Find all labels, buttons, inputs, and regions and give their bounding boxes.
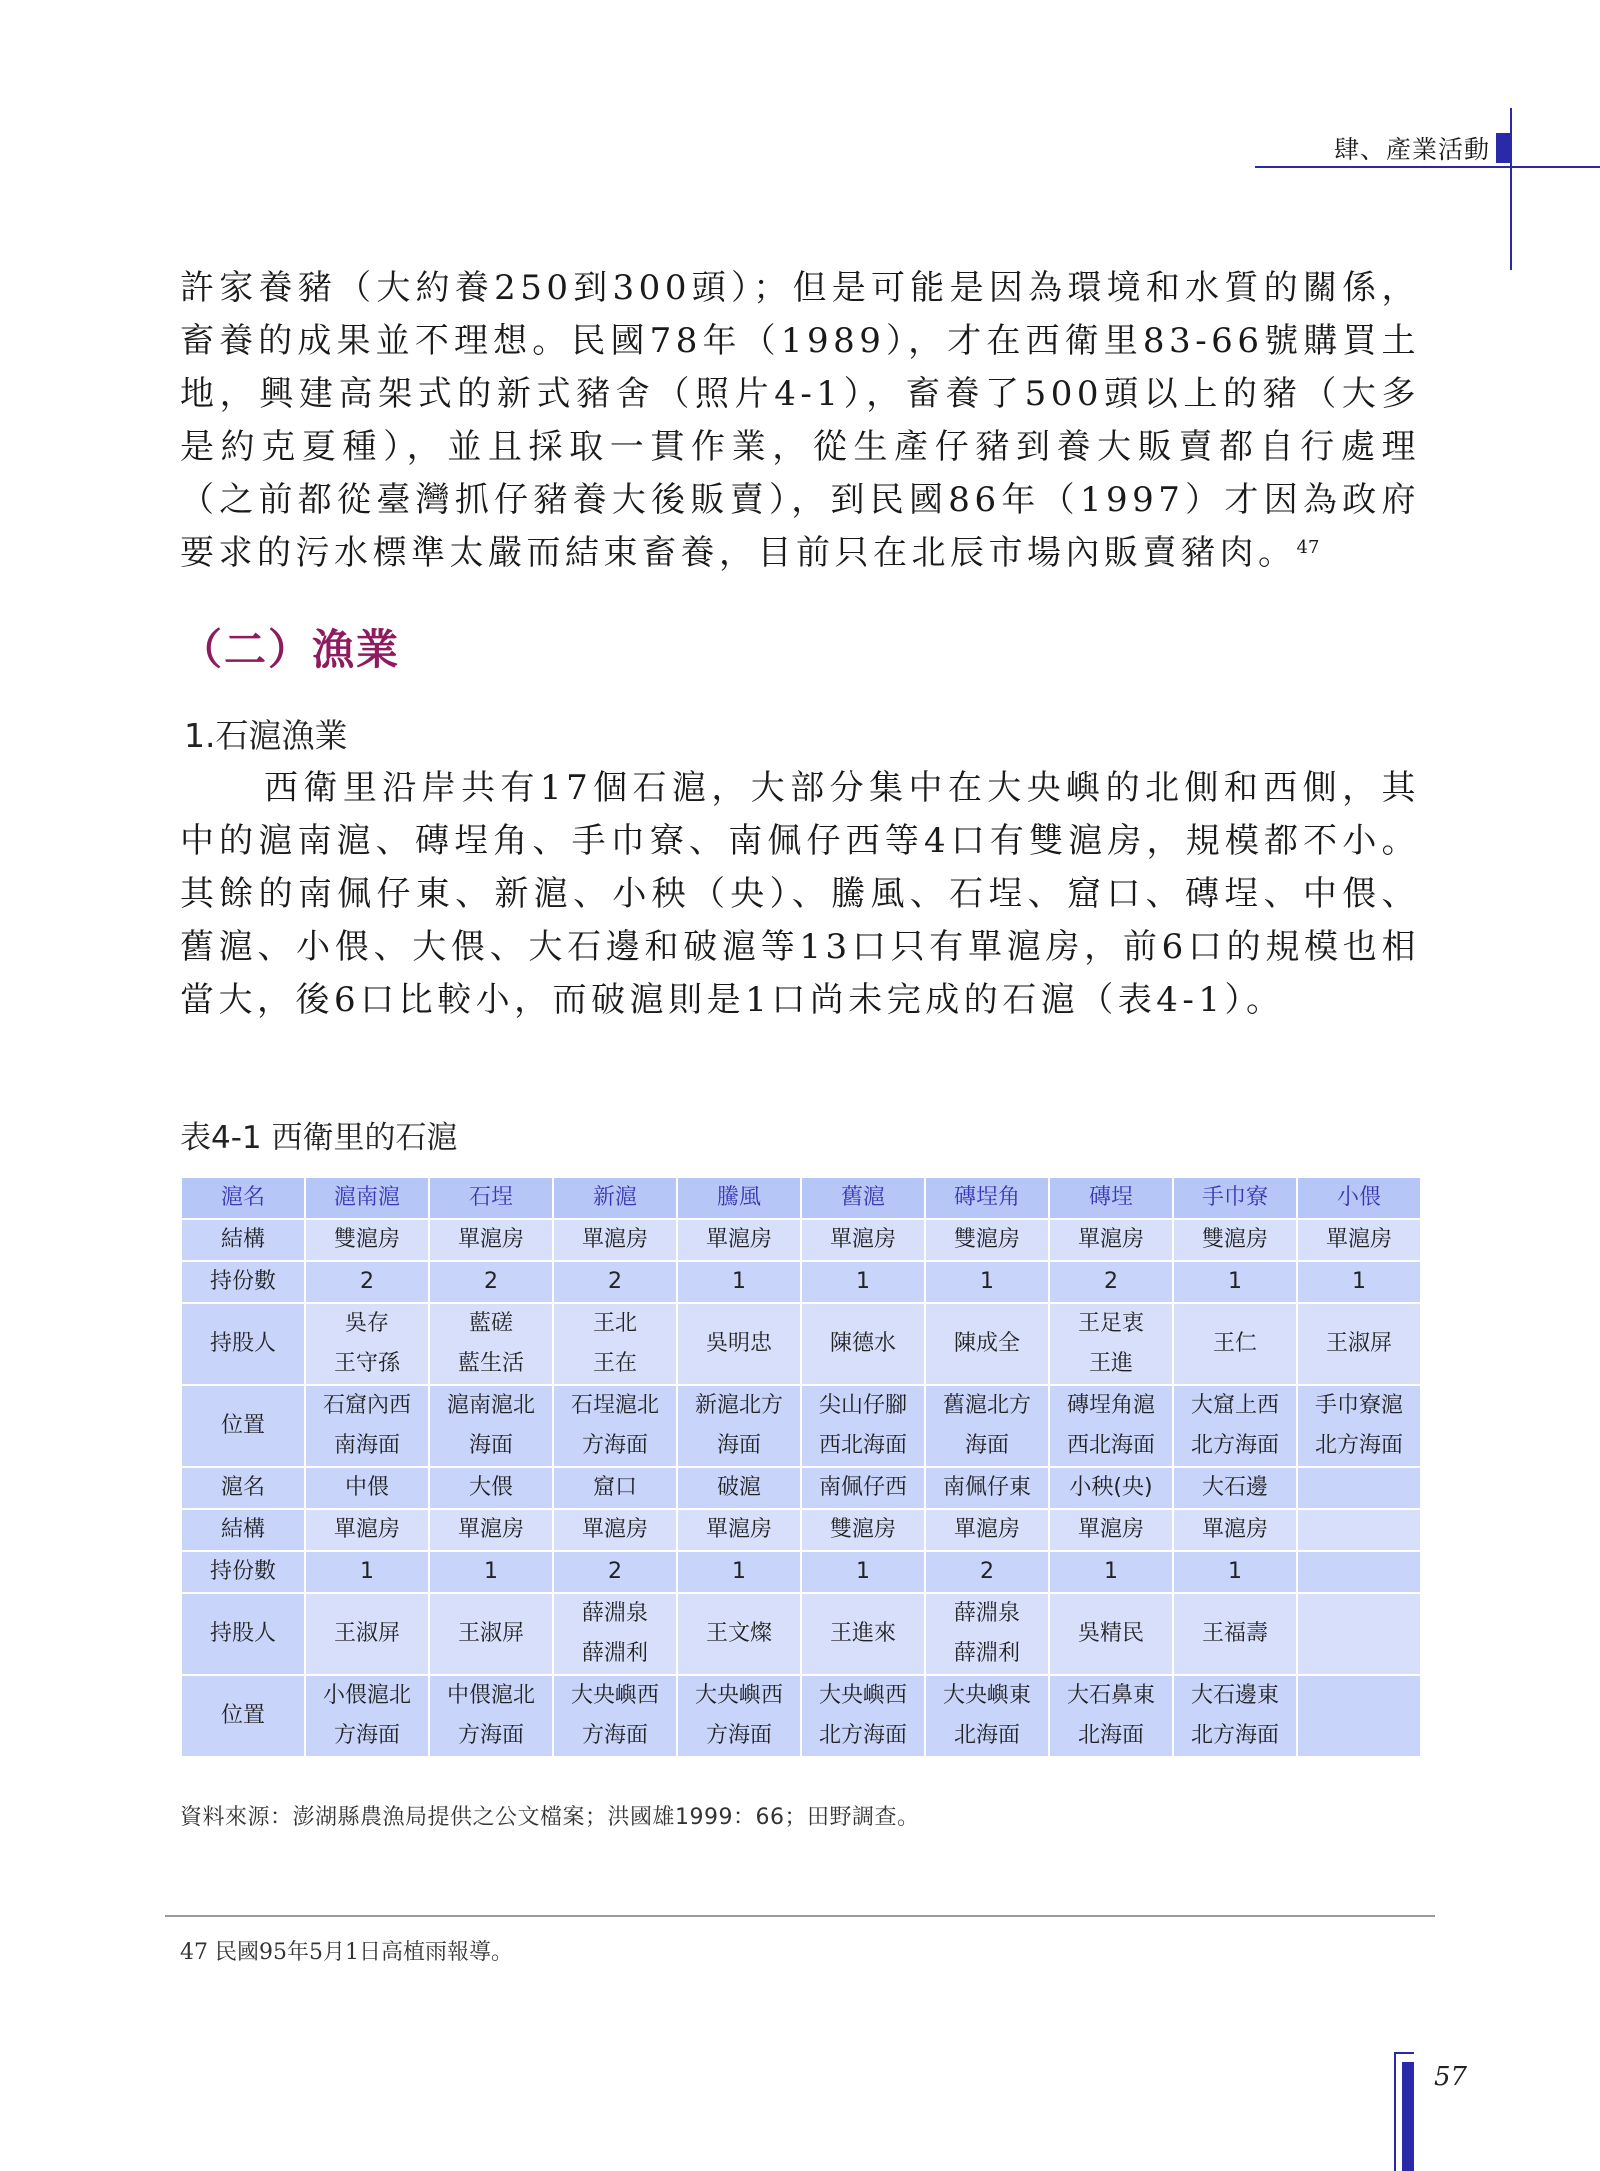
- location-cell: [1049, 1385, 1173, 1467]
- shares-cell: [925, 1261, 1049, 1303]
- table-cell-text: 1: [1228, 1559, 1242, 1584]
- weir-name-cell: [1297, 1467, 1421, 1509]
- table-cell-text: 單滬房: [829, 1227, 896, 1252]
- table-cell-text: 單滬房: [581, 1517, 648, 1542]
- shares-cell: [1297, 1551, 1421, 1593]
- weir-name-cell: [801, 1467, 925, 1509]
- table-cell-text: 雙滬房: [1201, 1227, 1268, 1252]
- row-label-structure: [181, 1509, 305, 1551]
- holders-cell: [925, 1303, 1049, 1385]
- holders-row: [181, 1303, 1421, 1385]
- weir-name-cell: [1173, 1177, 1297, 1219]
- shares-cell: [1049, 1261, 1173, 1303]
- holders-cell: [553, 1303, 677, 1385]
- structure-cell: [801, 1509, 925, 1551]
- table-cell-text: 藍磋: [468, 1311, 513, 1336]
- weir-name-cell: [925, 1467, 1049, 1509]
- table-cell-text: 1: [732, 1269, 746, 1294]
- table-cell-text: 北海面: [953, 1723, 1020, 1748]
- location-cell: [305, 1675, 429, 1757]
- weir-name-cell: [677, 1467, 801, 1509]
- structure-cell: [1049, 1509, 1173, 1551]
- table-cell-text: 石窟內西: [322, 1393, 411, 1418]
- table-cell-text: 北方海面: [1314, 1433, 1403, 1458]
- table-cell-text: 單滬房: [457, 1227, 524, 1252]
- location-cell: [801, 1675, 925, 1757]
- shares-cell: [801, 1261, 925, 1303]
- table-cell-text: 單滬房: [1325, 1227, 1392, 1252]
- location-cell: [925, 1675, 1049, 1757]
- table-cell-text: 2: [484, 1269, 498, 1294]
- structure-cell: [677, 1219, 801, 1261]
- table-cell-text: 大央嶼西: [570, 1683, 659, 1708]
- table-cell-text: 海面: [468, 1433, 513, 1458]
- table-cell-text: 藍生活: [457, 1351, 524, 1376]
- page-number-bar: [1402, 2062, 1414, 2171]
- holders-cell: [305, 1303, 429, 1385]
- page-number-frame-side: [1394, 2052, 1396, 2171]
- table-cell-text: 滬南滬北: [446, 1393, 535, 1418]
- holders-cell: [429, 1593, 553, 1675]
- table-cell-text: 方海面: [581, 1723, 648, 1748]
- location-cell: [677, 1385, 801, 1467]
- row-label-shares: [181, 1551, 305, 1593]
- shares-cell: [1173, 1551, 1297, 1593]
- table-cell-text: 尖山仔腳: [818, 1393, 907, 1418]
- shares-cell: [553, 1551, 677, 1593]
- table-cell-text: 單滬房: [1077, 1517, 1144, 1542]
- footnote-ref-47[interactable]: 47: [1296, 537, 1320, 558]
- shares-cell: [1049, 1551, 1173, 1593]
- table-cell-text: 小偎滬北: [322, 1683, 411, 1708]
- table-cell-text: 方海面: [333, 1723, 400, 1748]
- holders-row: [181, 1593, 1421, 1675]
- structure-cell: [553, 1509, 677, 1551]
- location-cell: [305, 1385, 429, 1467]
- holders-cell: [925, 1593, 1049, 1675]
- shares-cell: [1297, 1261, 1421, 1303]
- table-cell-text: 南佩仔西: [818, 1475, 907, 1500]
- holders-cell: [429, 1303, 553, 1385]
- section-heading-fishery: （二）漁業: [180, 625, 401, 674]
- header-rule-vertical: [1510, 108, 1512, 270]
- header-accent-block: [1496, 133, 1510, 163]
- table-cell-text: 王在: [592, 1351, 637, 1376]
- table-cell-text: 薛淵泉: [953, 1601, 1020, 1626]
- table-cell-text: 薛淵泉: [581, 1601, 648, 1626]
- location-cell: [429, 1385, 553, 1467]
- body-paragraph-1: [180, 262, 1420, 580]
- table-cell-text: 單滬房: [1077, 1227, 1144, 1252]
- table-cell-text: 舊滬北方: [942, 1393, 1031, 1418]
- table-cell-text: 2: [1104, 1269, 1118, 1294]
- holders-cell: [1049, 1303, 1173, 1385]
- paragraph-1-text: 許家養豬（大約養250到300頭）；但是可能是因為環境和水質的關係，畜養的成果並不理想。民國78年（1989），才在西衛里83-66號購買土地，興建高架式的新式豬舍（照片4-1），畜養了500頭以上的豬（大多是約克夏種），並且採取一貫作業，從生產仔豬到養大販賣都自行處理（之前都從臺灣抓仔豬養大後販賣），到民國86年（1997）才因為政府要求的污水標準太嚴而結束畜養，目前只在北辰市場內販賣豬肉。: [180, 268, 1420, 573]
- table-cell-text: 2: [608, 1269, 622, 1294]
- row-label-structure: [181, 1219, 305, 1261]
- shares-cell: [553, 1261, 677, 1303]
- row-label-location: [181, 1385, 305, 1467]
- stone-weir-table: [180, 1176, 1422, 1758]
- table-cell-text: 大石鼻東: [1066, 1683, 1155, 1708]
- shares-cell: [305, 1551, 429, 1593]
- table-cell-text: 磚埕角滬: [1066, 1393, 1155, 1418]
- holders-cell: [677, 1593, 801, 1675]
- table-cell-text: 2: [360, 1269, 374, 1294]
- table-cell-text: 大央嶼西: [694, 1683, 783, 1708]
- table-cell-text: 1: [1352, 1269, 1366, 1294]
- structure-cell: [925, 1219, 1049, 1261]
- table-cell-text: 舊滬: [840, 1185, 885, 1210]
- structure-row: [181, 1509, 1421, 1551]
- table-cell-text: 王福壽: [1201, 1621, 1268, 1646]
- table-cell-text: 大央嶼東: [942, 1683, 1031, 1708]
- running-header-title: 肆、產業活動: [1333, 135, 1490, 164]
- table-cell-text: 1: [1228, 1269, 1242, 1294]
- weir-name-cell: [677, 1177, 801, 1219]
- table-cell-text: 北海面: [1077, 1723, 1144, 1748]
- weir-name-cell: [553, 1467, 677, 1509]
- table-cell-text: 持股人: [209, 1621, 276, 1646]
- header-rule-horizontal: [1255, 166, 1600, 168]
- table-cell-text: 1: [980, 1269, 994, 1294]
- table-cell-text: 中偎: [344, 1475, 389, 1500]
- table-cell-text: 滬南滬: [333, 1185, 400, 1210]
- location-row: [181, 1385, 1421, 1467]
- table-cell-text: 持股人: [209, 1331, 276, 1356]
- page-number: 57: [1434, 2062, 1468, 2092]
- location-cell: [1173, 1675, 1297, 1757]
- table-cell-text: 1: [856, 1559, 870, 1584]
- holders-cell: [1297, 1593, 1421, 1675]
- table-cell-text: 王淑屏: [457, 1621, 524, 1646]
- structure-cell: [553, 1219, 677, 1261]
- table-cell-text: 北方海面: [818, 1723, 907, 1748]
- table-cell-text: 石埕: [468, 1185, 513, 1210]
- table-cell-text: 小偎: [1336, 1185, 1381, 1210]
- location-cell: [429, 1675, 553, 1757]
- structure-cell: [429, 1219, 553, 1261]
- location-cell: [1049, 1675, 1173, 1757]
- table-cell-text: 1: [1104, 1559, 1118, 1584]
- structure-cell: [1297, 1509, 1421, 1551]
- table-cell-text: 窟口: [592, 1475, 637, 1500]
- shares-cell: [925, 1551, 1049, 1593]
- structure-cell: [305, 1219, 429, 1261]
- table-cell-text: 吳明忠: [705, 1331, 772, 1356]
- table-cell-text: 海面: [964, 1433, 1009, 1458]
- structure-cell: [1173, 1219, 1297, 1261]
- row-label-shares: [181, 1261, 305, 1303]
- subsection-heading-stone-weir: 1.石滬漁業: [184, 716, 348, 755]
- structure-cell: [1049, 1219, 1173, 1261]
- location-cell: [1297, 1385, 1421, 1467]
- row-label-name: [181, 1467, 305, 1509]
- table-cell-text: 單滬房: [705, 1517, 772, 1542]
- location-cell: [801, 1385, 925, 1467]
- table-cell-text: 位置: [220, 1703, 265, 1728]
- weir-name-cell: [801, 1177, 925, 1219]
- table-cell-text: 2: [980, 1559, 994, 1584]
- table-cell-text: 新滬: [592, 1185, 637, 1210]
- table-cell-text: 王北: [592, 1311, 637, 1336]
- table-cell-text: 持份數: [209, 1269, 276, 1294]
- table-cell-text: 滬名: [220, 1475, 265, 1500]
- table-cell-text: 吳精民: [1077, 1621, 1144, 1646]
- weir-name-cell: [1049, 1177, 1173, 1219]
- structure-cell: [429, 1509, 553, 1551]
- table-cell-text: 大石邊東: [1190, 1683, 1279, 1708]
- weir-name-row: [181, 1177, 1421, 1219]
- table-cell-text: 薛淵利: [953, 1641, 1020, 1666]
- structure-cell: [1297, 1219, 1421, 1261]
- shares-cell: [429, 1261, 553, 1303]
- shares-cell: [1173, 1261, 1297, 1303]
- table-cell-text: 1: [856, 1269, 870, 1294]
- body-paragraph-2: 西衛里沿岸共有17個石滬，大部分集中在大央嶼的北側和西側，其中的滬南滬、磚埕角、手巾寮、南佩仔西等4口有雙滬房，規模都不小。其餘的南佩仔東、新滬、小秧（央）、騰風、石埕、窟口、磚埕、中偎、舊滬、小偎、大偎、大石邊和破滬等13口只有單滬房，前6口的規模也相當大，後6口比較小，而破滬則是1口尚未完成的石滬（表4-1）。: [180, 768, 1420, 1020]
- table-cell-text: 北方海面: [1190, 1723, 1279, 1748]
- table-cell-text: 王守孫: [333, 1351, 400, 1376]
- weir-name-cell: [1049, 1467, 1173, 1509]
- table-cell-text: 大偎: [468, 1475, 513, 1500]
- weir-name-cell: [305, 1467, 429, 1509]
- row-label-holders: [181, 1303, 305, 1385]
- location-cell: [677, 1675, 801, 1757]
- footnote-47: 47 民國95年5月1日高植雨報導。: [180, 1940, 513, 1965]
- table-cell-text: 手巾寮: [1201, 1185, 1268, 1210]
- shares-cell: [305, 1261, 429, 1303]
- table-cell-text: 大石邊: [1201, 1475, 1268, 1500]
- table-cell-text: 持份數: [209, 1559, 276, 1584]
- table-cell-text: 2: [608, 1559, 622, 1584]
- table-cell-text: 陳德水: [829, 1331, 896, 1356]
- holders-cell: [801, 1303, 925, 1385]
- shares-cell: [801, 1551, 925, 1593]
- table-cell-text: 王淑屏: [333, 1621, 400, 1646]
- table-cell-text: 王足衷: [1077, 1311, 1144, 1336]
- table-caption: 表4-1 西衛里的石滬: [180, 1120, 458, 1156]
- table-cell-text: 海面: [716, 1433, 761, 1458]
- shares-row: [181, 1261, 1421, 1303]
- location-cell: [553, 1385, 677, 1467]
- table-cell-text: 滬名: [220, 1185, 265, 1210]
- holders-cell: [677, 1303, 801, 1385]
- table-cell-text: 王文燦: [705, 1621, 772, 1646]
- table-cell-text: 西北海面: [1066, 1433, 1155, 1458]
- table-cell-text: 磚埕角: [953, 1185, 1020, 1210]
- structure-cell: [677, 1509, 801, 1551]
- table-cell-text: 方海面: [457, 1723, 524, 1748]
- table-cell-text: 方海面: [581, 1433, 648, 1458]
- table-cell-text: 新滬北方: [694, 1393, 783, 1418]
- table-cell-text: 薛淵利: [581, 1641, 648, 1666]
- table-cell-text: 南佩仔東: [942, 1475, 1031, 1500]
- table-cell-text: 單滬房: [953, 1517, 1020, 1542]
- row-label-location: [181, 1675, 305, 1757]
- table-cell-text: 雙滬房: [953, 1227, 1020, 1252]
- table-cell-text: 南海面: [333, 1433, 400, 1458]
- table-cell-text: 1: [360, 1559, 374, 1584]
- table-source-note: 資料來源：澎湖縣農漁局提供之公文檔案；洪國雄1999：66；田野調查。: [180, 1805, 920, 1830]
- table-cell-text: 方海面: [705, 1723, 772, 1748]
- table-cell-text: 中偎滬北: [446, 1683, 535, 1708]
- table-cell-text: 王仁: [1212, 1331, 1257, 1356]
- table-cell-text: 吳存: [344, 1311, 389, 1336]
- table-cell-text: 1: [484, 1559, 498, 1584]
- holders-cell: [1173, 1593, 1297, 1675]
- structure-cell: [1173, 1509, 1297, 1551]
- table-cell-text: 王淑屏: [1325, 1331, 1392, 1356]
- row-label-holders: [181, 1593, 305, 1675]
- table-cell-text: 手巾寮滬: [1314, 1393, 1403, 1418]
- table-cell-text: 大央嶼西: [818, 1683, 907, 1708]
- stone-weir-table-container: [180, 1176, 1420, 1758]
- structure-cell: [305, 1509, 429, 1551]
- table-cell-text: 雙滬房: [829, 1517, 896, 1542]
- table-cell-text: 1: [732, 1559, 746, 1584]
- shares-cell: [677, 1261, 801, 1303]
- table-cell-text: 騰風: [716, 1185, 761, 1210]
- table-cell-text: 位置: [220, 1413, 265, 1438]
- holders-cell: [1173, 1303, 1297, 1385]
- table-cell-text: 單滬房: [581, 1227, 648, 1252]
- location-cell: [1297, 1675, 1421, 1757]
- table-cell-text: 磚埕: [1088, 1185, 1133, 1210]
- table-cell-text: 結構: [220, 1517, 265, 1542]
- holders-cell: [1049, 1593, 1173, 1675]
- location-cell: [553, 1675, 677, 1757]
- holders-cell: [305, 1593, 429, 1675]
- holders-cell: [553, 1593, 677, 1675]
- table-cell-text: 破滬: [716, 1475, 761, 1500]
- weir-name-cell: [553, 1177, 677, 1219]
- shares-cell: [429, 1551, 553, 1593]
- location-cell: [1173, 1385, 1297, 1467]
- table-cell-text: 單滬房: [705, 1227, 772, 1252]
- footnote-rule: [165, 1915, 1435, 1917]
- weir-name-row: [181, 1467, 1421, 1509]
- location-cell: [925, 1385, 1049, 1467]
- table-cell-text: 陳成全: [953, 1331, 1020, 1356]
- table-cell-text: 單滬房: [1201, 1517, 1268, 1542]
- weir-name-cell: [925, 1177, 1049, 1219]
- structure-row: [181, 1219, 1421, 1261]
- row-label-name: [181, 1177, 305, 1219]
- structure-cell: [801, 1219, 925, 1261]
- table-cell-text: 西北海面: [818, 1433, 907, 1458]
- table-cell-text: 王進來: [829, 1621, 896, 1646]
- table-cell-text: 小秧(央): [1069, 1475, 1153, 1500]
- table-cell-text: 單滬房: [457, 1517, 524, 1542]
- weir-name-cell: [429, 1467, 553, 1509]
- table-cell-text: 北方海面: [1190, 1433, 1279, 1458]
- table-cell-text: 王進: [1088, 1351, 1133, 1376]
- weir-name-cell: [1173, 1467, 1297, 1509]
- table-cell-text: 雙滬房: [333, 1227, 400, 1252]
- weir-name-cell: [1297, 1177, 1421, 1219]
- structure-cell: [925, 1509, 1049, 1551]
- table-cell-text: 單滬房: [333, 1517, 400, 1542]
- table-cell-text: 結構: [220, 1227, 265, 1252]
- shares-row: [181, 1551, 1421, 1593]
- weir-name-cell: [429, 1177, 553, 1219]
- table-cell-text: 大窟上西: [1190, 1393, 1279, 1418]
- shares-cell: [677, 1551, 801, 1593]
- weir-name-cell: [305, 1177, 429, 1219]
- page-number-frame-top: [1394, 2052, 1414, 2054]
- holders-cell: [801, 1593, 925, 1675]
- location-row: [181, 1675, 1421, 1757]
- holders-cell: [1297, 1303, 1421, 1385]
- table-cell-text: 石埕滬北: [570, 1393, 659, 1418]
